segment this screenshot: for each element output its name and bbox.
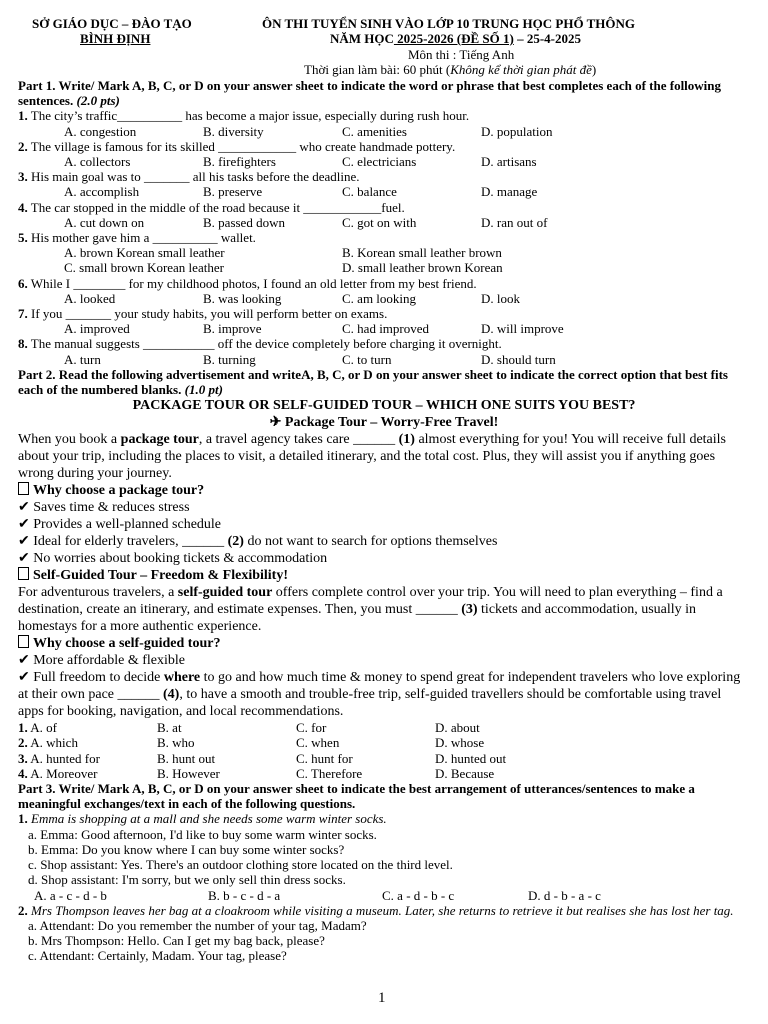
package-bullet: ✔ Ideal for elderly travelers, ______ (2) do not want to search for options themselves xyxy=(18,534,498,550)
advertisement-paragraph-1: When you book a package tour, a travel agency takes care ______ (1) almost everything for you! You will receive full details about your trip, including the places to visit, a detailed itinerary, and the total cost. Plus, they will assist you if anything goes wrong during your journey. xyxy=(18,432,727,482)
question-2: 2. The village is famous for its skilled ____________ who create handmade pottery. xyxy=(18,138,456,154)
arrangement-question-2: 2. Mrs Thompson leaves her bag at a cloakroom while visiting a museum. Later, she returns to retrieve it but realises she has lost her tag. xyxy=(18,902,734,918)
option-b: B. was looking xyxy=(203,290,282,306)
exam-header xyxy=(18,14,750,78)
part-1 xyxy=(18,78,750,367)
option-a: A. improved xyxy=(64,321,130,337)
option-b: B. firefighters xyxy=(203,154,276,170)
department-name: SỞ GIÁO DỤC – ĐÀO TẠO xyxy=(32,16,192,31)
utterance: b. Emma: Do you know where I can buy some winter socks? xyxy=(28,841,345,857)
option-d: D. look xyxy=(481,290,520,306)
arrangement-question-1: 1. Emma is shopping at a mall and she needs some warm winter socks. xyxy=(18,811,387,827)
question-7-options xyxy=(18,321,750,336)
option-a: A. a - c - d - b xyxy=(34,887,107,903)
option-b: B. Korean small leather brown xyxy=(342,245,502,261)
question-1-options xyxy=(18,124,750,139)
exam-year: NĂM HỌC 2025-2026 (ĐỀ SỐ 1) – 25-4-2025 xyxy=(330,31,581,46)
option-d: D. population xyxy=(481,123,553,139)
answer-row-4: 4. A. Moreover B. However C. Therefore D. Because xyxy=(18,765,495,781)
answer-row-2: 2. A. which B. who C. when D. whose xyxy=(18,735,485,751)
question-2-options xyxy=(18,154,750,169)
part-2 xyxy=(18,367,750,781)
question-8: 8. The manual suggests ___________ off the device completely before charging it overnight. xyxy=(18,336,502,352)
self-guided-heading: Self-Guided Tour – Freedom & Flexibility! xyxy=(18,567,750,584)
question-3: 3. His main goal was to _______ all his tasks before the deadline. xyxy=(18,169,360,185)
option-d: D. manage xyxy=(481,184,538,200)
option-b: B. turning xyxy=(203,351,256,367)
part-3 xyxy=(18,781,750,963)
square-icon xyxy=(18,567,29,580)
utterance: c. Shop assistant: Yes. There's an outdoor clothing store located on the third level. xyxy=(28,857,453,873)
question-6-options xyxy=(18,291,750,306)
question-3-options xyxy=(18,184,750,199)
package-bullet: ✔ Saves time & reduces stress xyxy=(18,500,190,516)
question-6: 6. While I ________ for my childhood photos, I found an old letter from my best friend. xyxy=(18,275,477,291)
option-a: A. cut down on xyxy=(64,214,145,230)
option-a: A. turn xyxy=(64,351,101,367)
option-d: D. artisans xyxy=(481,154,537,170)
utterance: a. Emma: Good afternoon, I'd like to buy some warm winter socks. xyxy=(28,826,377,842)
question-4-options xyxy=(18,215,750,230)
page-number: 1 xyxy=(378,990,386,1006)
self-guided-bullet: ✔ Full freedom to decide where to go and how much time & money to spend great for independent travelers who love exploring at their own pace ______ (4), to have a smooth and trouble-free trip, self-guided travellers should be comfortable using travel apps for booking, navigation, and local recommendations. xyxy=(18,670,741,720)
option-c: C. amenities xyxy=(342,123,407,139)
question-5-options-ab xyxy=(18,245,750,260)
why-self-guided-heading: Why choose a self-guided tour? xyxy=(18,635,750,652)
option-d: D. will improve xyxy=(481,321,564,337)
answer-row-3: 3. A. hunted for B. hunt out C. hunt for D. hunted out xyxy=(18,750,507,766)
option-b: B. preserve xyxy=(203,184,263,200)
option-b: B. improve xyxy=(203,321,262,337)
department-province: BÌNH ĐỊNH xyxy=(80,31,151,46)
option-a: A. looked xyxy=(64,290,116,306)
question-7: 7. If you _______ your study habits, you will perform better on exams. xyxy=(18,306,388,322)
self-guided-bullet: ✔ More affordable & flexible xyxy=(18,653,185,669)
package-bullet: ✔ No worries about booking tickets & accommodation xyxy=(18,551,328,567)
advertisement-paragraph-2: For adventurous travelers, a self-guided tour offers complete control over your trip. You will need to plan everything – find a destination, create an itinerary, and estimate expenses. Then, you must ______ (3) tickets and accommodation, usually in homestays for a more authentic experience. xyxy=(18,585,723,635)
option-c: C. balance xyxy=(342,184,397,200)
option-d: D. small leather brown Korean xyxy=(342,260,503,276)
option-a: A. congestion xyxy=(64,123,137,139)
option-c: C. electricians xyxy=(342,154,417,170)
option-c: C. got on with xyxy=(342,214,417,230)
utterance: b. Mrs Thompson: Hello. Can I get my bag back, please? xyxy=(28,933,325,949)
exam-subject: Môn thi : Tiếng Anh xyxy=(408,47,515,62)
option-c: C. a - d - b - c xyxy=(382,887,455,903)
answer-row-1: 1. A. of B. at C. for D. about xyxy=(18,720,480,736)
option-d: D. ran out of xyxy=(481,214,548,230)
option-b: B. b - c - d - a xyxy=(208,887,281,903)
question-5-options-cd xyxy=(18,260,750,275)
option-c: C. am looking xyxy=(342,290,417,306)
option-c: C. to turn xyxy=(342,351,392,367)
question-8-options xyxy=(18,352,750,367)
option-d: D. should turn xyxy=(481,351,556,367)
option-a: A. accomplish xyxy=(64,184,140,200)
advertisement-subtitle: ✈ Package Tour – Worry-Free Travel! xyxy=(269,415,499,431)
part-1-instruction: Part 1. Write/ Mark A, B, C, or D on your answer sheet to indicate the word or phrase that best completes each of the following sentences. (2.0 pts) xyxy=(18,78,722,109)
part-2-instruction: Part 2. Read the following advertisement and writeA, B, C, or D on your answer sheet to indicate the correct option that best fits each of the numbered blanks. (1.0 pt) xyxy=(18,366,728,398)
part-2-answers xyxy=(18,720,750,781)
option-a: A. collectors xyxy=(64,154,131,170)
exam-title: ÔN THI TUYỂN SINH VÀO LỚP 10 TRUNG HỌC PHỔ THÔNG xyxy=(262,16,635,31)
option-a: A. brown Korean small leather xyxy=(64,245,225,261)
arrangement-question-1-options xyxy=(18,888,750,903)
question-4: 4. The car stopped in the middle of the road because it ____________fuel. xyxy=(18,199,405,215)
why-package-heading: Why choose a package tour? xyxy=(18,482,750,499)
advertisement-title: PACKAGE TOUR OR SELF-GUIDED TOUR – WHICH ONE SUITS YOU BEST? xyxy=(132,398,636,414)
part-3-instruction: Part 3. Write/ Mark A, B, C, or D on your answer sheet to indicate the best arrangement of utterances/sentences to make a meaningful exchanges/text in each of the following questions. xyxy=(18,781,695,812)
option-b: B. diversity xyxy=(203,123,264,139)
question-1: 1. The city’s traffic__________ has become a major issue, especially during rush hour. xyxy=(18,108,470,124)
option-b: B. passed down xyxy=(203,214,285,230)
option-c: C. small brown Korean leather xyxy=(64,260,224,276)
package-bullet: ✔ Provides a well-planned schedule xyxy=(18,517,222,533)
utterance: c. Attendant: Certainly, Madam. Your tag, please? xyxy=(28,948,287,964)
square-icon xyxy=(18,482,29,495)
option-d: D. d - b - a - c xyxy=(528,887,601,903)
utterance: a. Attendant: Do you remember the number of your tag, Madam? xyxy=(28,917,367,933)
question-5: 5. His mother gave him a __________ wallet. xyxy=(18,230,256,246)
option-c: C. had improved xyxy=(342,321,430,337)
square-icon xyxy=(18,635,29,648)
utterance: d. Shop assistant: I'm sorry, but we only sell thin dress socks. xyxy=(28,872,346,888)
exam-time: Thời gian làm bài: 60 phút (Không kể thời gian phát đề) xyxy=(304,62,597,77)
